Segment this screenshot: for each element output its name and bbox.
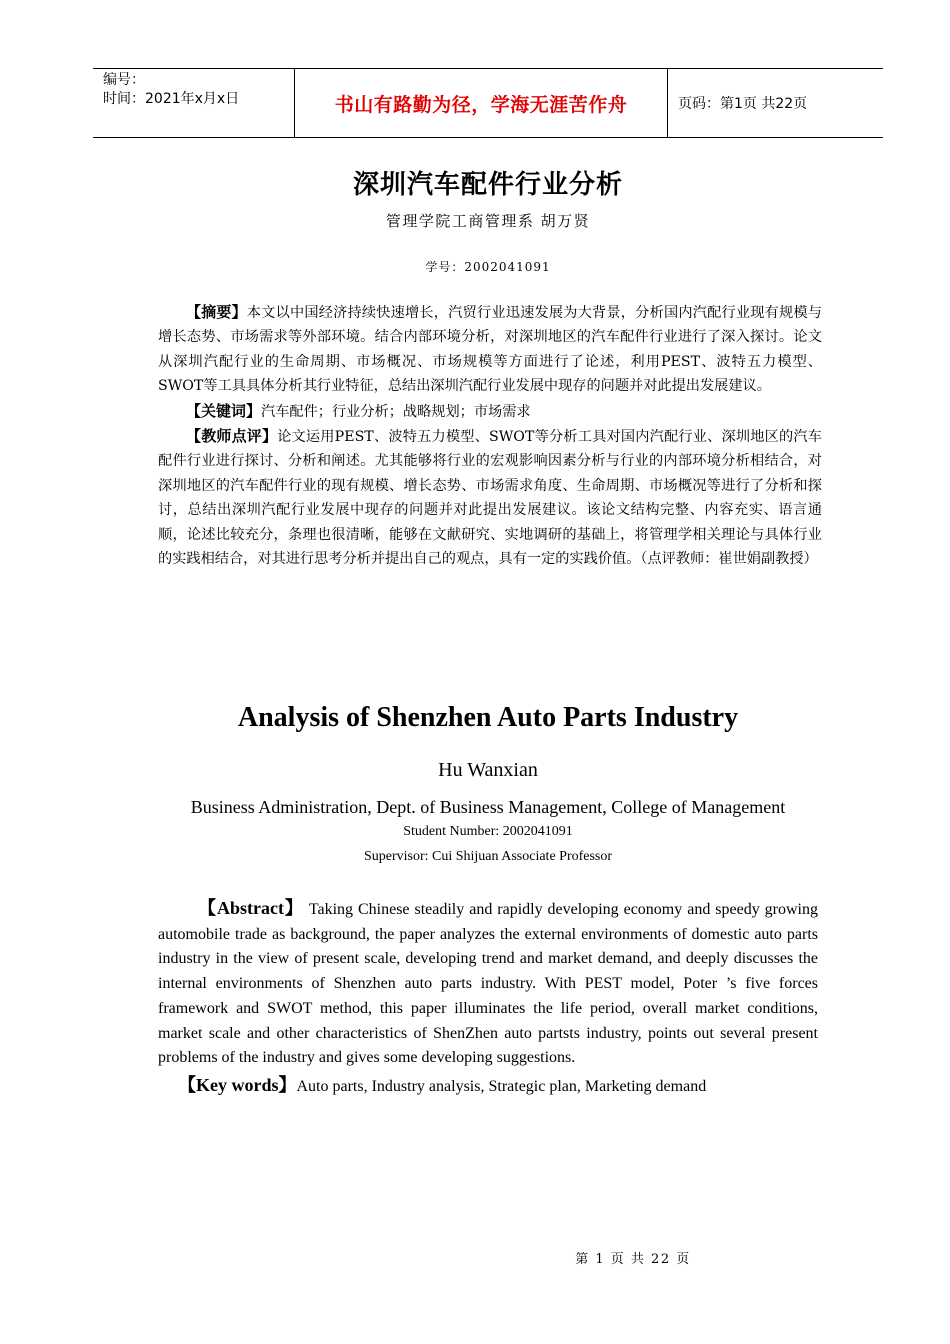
en-title: Analysis of Shenzhen Auto Parts Industry <box>237 702 739 733</box>
cn-body <box>158 300 822 571</box>
en-keywords <box>158 1073 818 1100</box>
time-label: 时间：2021年x月x日 <box>103 91 240 107</box>
cn-keywords-text: 汽车配件；行业分析；战略规划；市场需求 <box>261 403 531 420</box>
header-meta-cell <box>93 69 295 137</box>
header-page-cell <box>668 69 883 137</box>
cn-review-text: 论文运用PEST、波特五力模型、SWOT等分析工具对国内汽配行业、深圳地区的汽车配件行业进行探讨、分析和阐述。尤其能够将行业的宏观影响因素分析与行业的内部环境分析相结合，对深圳地区的汽车配件行业的现有规模、增长态势、市场需求角度、生命周期、市场概况等进行了分析和探讨，总结出深圳汽配行业发展中现存的问题并对此提出发展建议。该论文结构完整、内容充实、语言通顺，论述比较充分，条理也很清晰，能够在文献研究、实地调研的基础上，将管理学相关理论与具体行业的实践相结合，对其进行思考分析并提出自己的观点，具有一定的实践价值。（点评教师：崔世娟副教授） <box>158 429 822 568</box>
motto: 书山有路勤为径，学海无涯苦作舟 <box>334 93 628 116</box>
en-student-number: Student Number: 2002041091 <box>403 824 573 839</box>
en-author: Hu Wanxian <box>438 759 538 781</box>
code-label: 编号： <box>103 72 145 88</box>
cn-abstract <box>158 300 822 399</box>
cn-review-label: 【教师点评】 <box>186 427 278 446</box>
page-info: 页码：第1页 共22页 <box>678 96 808 112</box>
en-affiliation: Business Administration, Dept. of Business Management, College of Management <box>190 797 786 817</box>
en-supervisor: Supervisor: Cui Shijuan Associate Professor <box>363 849 613 864</box>
en-abstract-text: Taking Chinese steadily and rapidly developing economy and speedy growing automobile trade as background, the paper analyzes the external environments of domestic auto parts industry in the view of present scale, developing trend and market demand, and deeply discusses the internal environments of Shenzhen auto parts industry. With PEST model, Poter ’s five forces framework and SWOT method, this paper illuminates the life period, overall market conditions, market scale and other characteristics of ShenZhen auto partsts industry, points out several present problems of the industry and gives some developing suggestions. <box>158 901 818 1067</box>
en-abstract-label: 【Abstract】 <box>198 898 304 918</box>
cn-keywords <box>158 399 822 424</box>
cn-author: 管理学院工商管理系 胡万贤 <box>385 212 591 230</box>
cn-abstract-text: 本文以中国经济持续快速增长，汽贸行业迅速发展为大背景，分析国内汽配行业现有规模与增长态势、市场需求等外部环境。结合内部环境分析，对深圳地区的汽车配件行业进行了深入探讨。论文从深圳汽配行业的生命周期、市场概况、市场规模等方面进行了论述，利用PEST、波特五力模型、SWOT等工具具体分析其行业特征，总结出深圳汽配行业发展中现存的问题并对此提出发展建议。 <box>158 305 822 395</box>
en-keywords-text: Auto parts, Industry analysis, Strategic plan, Marketing demand <box>296 1077 707 1095</box>
cn-review <box>158 424 822 571</box>
cn-student-number: 学号：2002041091 <box>425 260 551 274</box>
en-body <box>158 896 818 1100</box>
cn-abstract-label: 【摘要】 <box>186 303 247 321</box>
en-keywords-label: 【Key words】 <box>178 1074 297 1095</box>
cn-title: 深圳汽车配件行业分析 <box>352 170 623 200</box>
page-footer: 第 1 页 共 22 页 <box>575 1252 691 1267</box>
en-abstract <box>158 896 818 1071</box>
header-motto-cell <box>295 69 668 137</box>
cn-keywords-label: 【关键词】 <box>186 401 262 420</box>
document-header <box>93 68 883 138</box>
